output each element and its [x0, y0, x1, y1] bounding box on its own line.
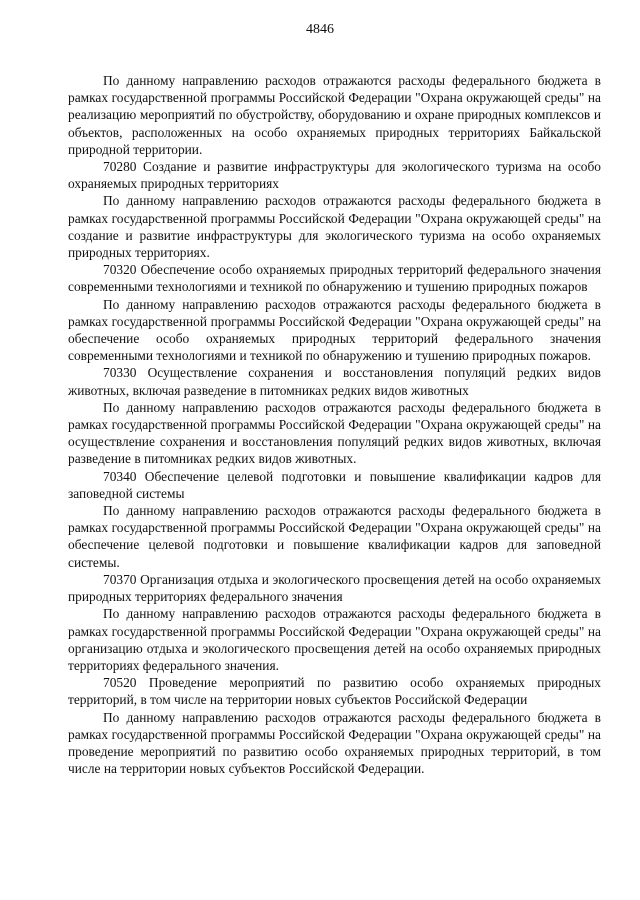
- paragraph-description: По данному направлению расходов отражаются расходы федерального бюджета в рамках государственной программы Российской Федерации "Охрана окружающей среды" на реализацию мероприятий по обустройству, оборудованию и охране природных комплексов и объектов, расположенных на особо охраняемых природных территориях Байкальской природной территории.: [68, 73, 601, 157]
- paragraph-description: По данному направлению расходов отражаются расходы федерального бюджета в рамках государственной программы Российской Федерации "Охрана окружающей среды" на организацию отдыха и экологического просвещения детей на особо охраняемых природных территориях федерального значения.: [68, 606, 601, 673]
- paragraph-heading-70520: 70520 Проведение мероприятий по развитию особо охраняемых природных территорий, в том числе на территории новых субъектов Российской Федерации: [68, 675, 601, 708]
- page-number: 4846: [306, 22, 334, 37]
- paragraph-heading-70320: 70320 Обеспечение особо охраняемых природных территорий федерального значения современными технологиями и техникой по обнаружению и тушению природных пожаров: [68, 262, 601, 295]
- paragraph-heading-70280: 70280 Создание и развитие инфраструктуры для экологического туризма на особо охраняемых природных территориях: [68, 159, 601, 192]
- document-body: [68, 72, 601, 777]
- paragraph-description: По данному направлению расходов отражаются расходы федерального бюджета в рамках государственной программы Российской Федерации "Охрана окружающей среды" на осуществление сохранения и восстановления популяций редких видов животных, включая разведение в питомниках редких видов животных.: [68, 399, 601, 467]
- paragraph-heading-70340: 70340 Обеспечение целевой подготовки и повышение квалификации кадров для заповедной системы: [68, 468, 601, 501]
- paragraph-heading-70370: 70370 Организация отдыха и экологического просвещения детей на особо охраняемых природных территориях федерального значения: [68, 571, 601, 605]
- paragraph-description: По данному направлению расходов отражаются расходы федерального бюджета в рамках государственной программы Российской Федерации "Охрана окружающей среды" на проведение мероприятий по развитию особо охраняемых природных территорий, в том числе на территории новых субъектов Российской Федерации.: [68, 709, 601, 777]
- paragraph-description: По данному направлению расходов отражаются расходы федерального бюджета в рамках государственной программы Российской Федерации "Охрана окружающей среды" на обеспечение особо охраняемых природных территорий федерального значения современными технологиями и техникой по обнаружению и тушению природных пожаров.: [68, 296, 601, 364]
- paragraph-description: По данному направлению расходов отражаются расходы федерального бюджета в рамках государственной программы Российской Федерации "Охрана окружающей среды" на обеспечение целевой подготовки и повышение квалификации кадров для заповедной системы.: [68, 503, 601, 570]
- paragraph-heading-70330: 70330 Осуществление сохранения и восстановления популяций редких видов животных, включая разведение в питомниках редких видов животных: [68, 365, 601, 398]
- paragraph-description: По данному направлению расходов отражаются расходы федерального бюджета в рамках государственной программы Российской Федерации "Охрана окружающей среды" на создание и развитие инфраструктуры для экологического туризма на особо охраняемых природных территориях.: [68, 193, 601, 261]
